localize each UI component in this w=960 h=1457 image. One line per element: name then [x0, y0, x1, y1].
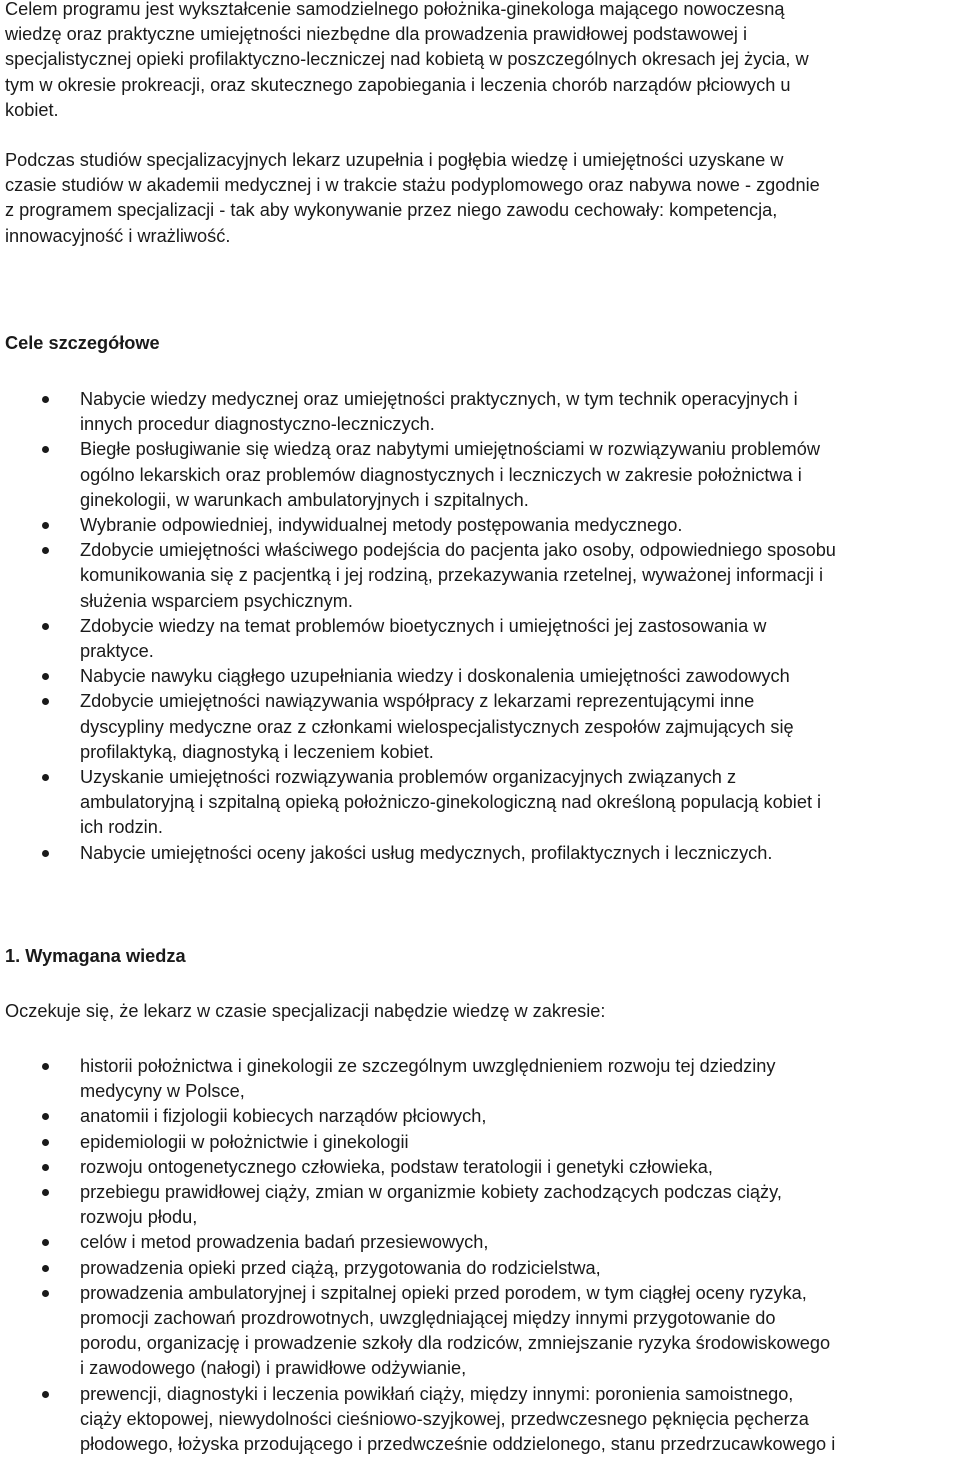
list-item	[5, 765, 960, 841]
intro-paragraph	[5, 0, 809, 123]
list-item-line: rozwoju ontogenetycznego człowieka, podstaw teratologii i genetyki człowieka,	[80, 1156, 713, 1177]
list-item	[5, 1230, 960, 1255]
list-item	[5, 1256, 960, 1281]
list-item	[5, 1130, 960, 1155]
list-item-line: porodu, organizację i prowadzenie szkoły dla rodziców, zmniejszanie ryzyka środowiskowego	[80, 1333, 831, 1354]
list-item-line: Biegłe posługiwanie się wiedzą oraz nabytymi umiejętnościami w rozwiązywaniu problemów	[80, 439, 820, 460]
goals-heading: Cele szczegółowe	[5, 333, 160, 353]
intro-line: kobiet.	[5, 99, 59, 120]
list-item	[5, 1281, 960, 1382]
list-item-line: Nabycie nawyku ciągłego uzupełniania wiedzy i doskonalenia umiejętności zawodowych	[80, 666, 790, 687]
intro-line: Celem programu jest wykształcenie samodzielnego położnika-ginekologa mającego nowoczesną	[5, 0, 785, 19]
list-item-line: prewencji, diagnostyki i leczenia powikłań ciąży, między innymi: poronienia samoistnego,	[80, 1383, 794, 1404]
goals-list	[5, 387, 960, 866]
study-line: Podczas studiów specjalizacyjnych lekarz uzupełnia i pogłębia wiedzę i umiejętności uzyskane w	[5, 150, 784, 170]
list-item-line: ciąży ektopowej, niewydolności cieśniowo-szyjkowej, przedwczesnego pęknięcia pęcherza	[80, 1408, 809, 1429]
knowledge-list	[5, 1054, 960, 1457]
list-item	[5, 664, 960, 689]
list-item-line: przebiegu prawidłowej ciąży, zmian w organizmie kobiety zachodzących podczas ciąży,	[80, 1182, 782, 1203]
list-item-line: ambulatoryjną i szpitalną opieką położniczo-ginekologiczną nad określoną populacją kobiet i	[80, 792, 822, 813]
knowledge-intro: Oczekuje się, że lekarz w czasie specjalizacji nabędzie wiedzę w zakresie:	[5, 1001, 606, 1021]
list-item-line: praktyce.	[80, 641, 154, 662]
study-line: czasie studiów w akademii medycznej i w trakcie stażu podyplomowego oraz nabywa nowe - zgodnie	[5, 175, 820, 196]
list-item-line: Nabycie wiedzy medycznej oraz umiejętności praktycznych, w tym technik operacyjnych i	[80, 389, 798, 409]
list-item	[5, 841, 960, 866]
list-item	[5, 513, 960, 538]
list-item-line: profilaktyką, diagnostyką i leczeniem kobiet.	[80, 741, 434, 762]
study-paragraph	[5, 148, 820, 249]
list-item	[5, 387, 960, 437]
list-item-line: ogólno lekarskich oraz problemów diagnostycznych i leczniczych w zakresie położnictwa i	[80, 464, 802, 485]
list-item-line: Zdobycie umiejętności nawiązywania współpracy z lekarzami reprezentującymi inne	[80, 691, 755, 712]
list-item-line: Wybranie odpowiedniej, indywidualnej metody postępowania medycznego.	[80, 515, 683, 536]
list-item-line: Uzyskanie umiejętności rozwiązywania problemów organizacyjnych związanych z	[80, 767, 737, 788]
study-line: z programem specjalizacji - tak aby wykonywanie przez niego zawodu cechowały: kompetencja,	[5, 200, 778, 221]
list-item-line: celów i metod prowadzenia badań przesiewowych,	[80, 1232, 489, 1253]
list-item-line: epidemiologii w położnictwie i ginekologii	[80, 1131, 409, 1152]
list-item	[5, 538, 960, 614]
list-item-line: płodowego, łożyska przodującego i przedwcześnie oddzielonego, stanu przedrzucawkowego i	[80, 1434, 836, 1455]
list-item-line: prowadzenia ambulatoryjnej i szpitalnej opieki przed porodem, w tym ciągłej oceny ryzyka,	[80, 1282, 807, 1303]
list-item	[5, 614, 960, 664]
intro-line: wiedzę oraz praktyczne umiejętności niezbędne dla prowadzenia prawidłowej podstawowej i	[5, 24, 748, 45]
list-item-line: komunikowania się z pacjentką i jej rodziną, przekazywania rzetelnej, wyważonej informacji i	[80, 565, 823, 586]
list-item	[5, 1104, 960, 1129]
list-item-line: ginekologii, w warunkach ambulatoryjnych i szpitalnych.	[80, 489, 529, 510]
list-item-line: anatomii i fizjologii kobiecych narządów płciowych,	[80, 1106, 487, 1127]
list-item-line: innych procedur diagnostyczno-leczniczych.	[80, 414, 435, 435]
list-item-line: rozwoju płodu,	[80, 1207, 198, 1228]
list-item-line: dyscypliny medyczne oraz z członkami wielospecjalistycznych zespołów zajmujących się	[80, 716, 794, 737]
list-item-line: Zdobycie wiedzy na temat problemów bioetycznych i umiejętności jej zastosowania w	[80, 615, 767, 636]
list-item-line: Nabycie umiejętności oceny jakości usług medycznych, profilaktycznych i leczniczych.	[80, 842, 773, 863]
list-item-line: promocji zachowań prozdrowotnych, uwzględniającej między innymi przygotowanie do	[80, 1308, 776, 1329]
list-item-line: i zawodowego (nałogi) i prawidłowe odżywianie,	[80, 1358, 467, 1379]
intro-line: tym w okresie prokreacji, oraz skutecznego zapobiegania i leczenia chorób narządów płciowych u	[5, 74, 791, 95]
list-item-line: historii położnictwa i ginekologii ze szczególnym uwzględnieniem rozwoju tej dziedziny	[80, 1056, 776, 1076]
study-line: innowacyjność i wrażliwość.	[5, 225, 231, 246]
list-item	[5, 437, 960, 513]
list-item-line: prowadzenia opieki przed ciążą, przygotowania do rodzicielstwa,	[80, 1257, 601, 1278]
knowledge-heading: 1. Wymagana wiedza	[5, 946, 186, 966]
list-item	[5, 1382, 960, 1457]
list-item-line: medycyny w Polsce,	[80, 1081, 245, 1102]
list-item	[5, 689, 960, 765]
list-item-line: ich rodzin.	[80, 817, 163, 838]
list-item	[5, 1155, 960, 1180]
list-item	[5, 1054, 960, 1104]
list-item-line: służenia wsparciem psychicznym.	[80, 590, 353, 611]
list-item	[5, 1180, 960, 1230]
list-item-line: Zdobycie umiejętności właściwego podejścia do pacjenta jako osoby, odpowiedniego sposobu	[80, 540, 836, 561]
intro-line: specjalistycznej opieki profilaktyczno-leczniczej nad kobietą w poszczególnych okresach jej życia, w	[5, 49, 809, 70]
